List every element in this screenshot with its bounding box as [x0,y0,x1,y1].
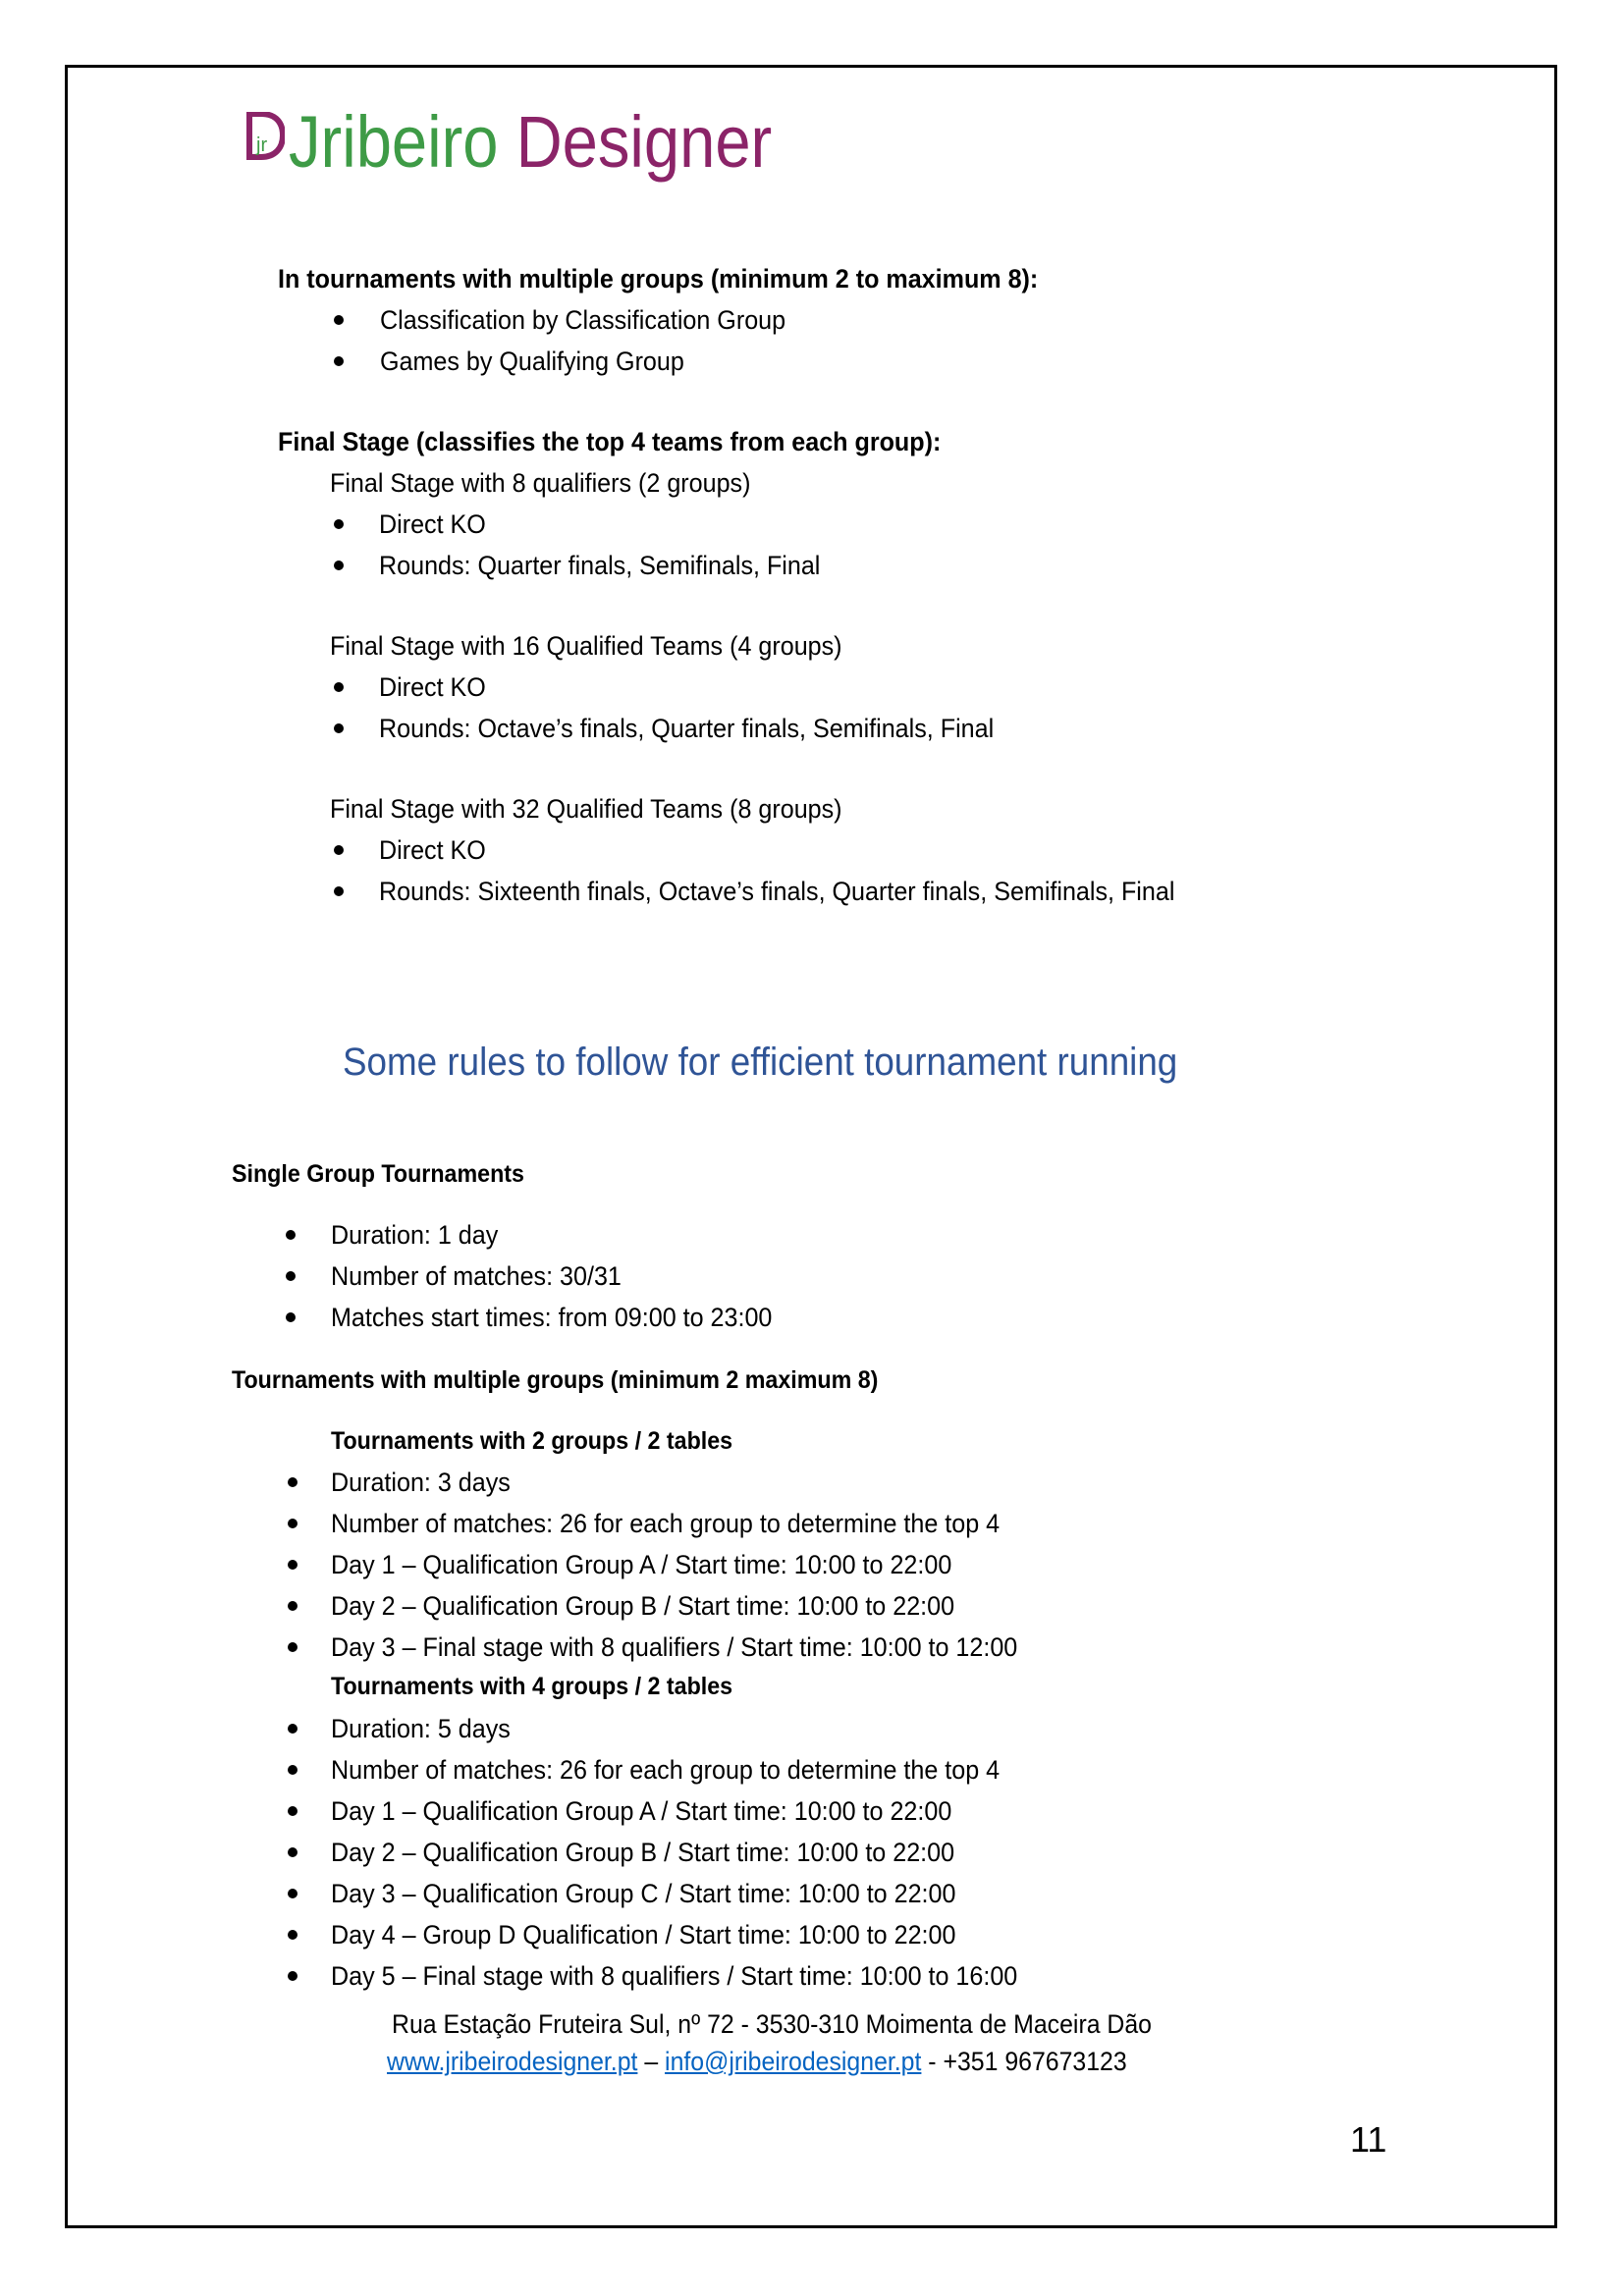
list-item: Direct KO [379,672,486,702]
list-item: Day 3 – Final stage with 8 qualifiers / Start time: 10:00 to 12:00 [331,1632,1018,1662]
bullet-icon [334,315,344,325]
list-item: Day 2 – Qualification Group B / Start time: 10:00 to 22:00 [331,1838,955,1867]
list-item: Matches start times: from 09:00 to 23:00 [331,1303,773,1332]
list-item: Rounds: Quarter finals, Semifinals, Final [379,551,821,580]
page-number: 11 [1350,2119,1387,2160]
footer-contacts [387,2046,1127,2077]
website-link[interactable]: www.jribeirodesigner.pt [387,2047,638,2076]
footer-phone: - +351 967673123 [921,2047,1127,2076]
bullet-icon [286,1271,296,1281]
list-item: Day 4 – Group D Qualification / Start time: 10:00 to 22:00 [331,1920,956,1949]
logo-mark-icon [245,112,285,161]
multi-group-heading: Tournaments with multiple groups (minimum 2 maximum 8) [232,1366,879,1394]
section-heading-multiple-groups: In tournaments with multiple groups (minimum 2 to maximum 8): [278,264,1039,294]
bullet-icon [334,723,344,733]
list-item: Day 1 – Qualification Group A / Start time: 10:00 to 22:00 [331,1550,952,1579]
list-item: Direct KO [379,835,486,865]
final-stage-8-title: Final Stage with 8 qualifiers (2 groups) [330,468,751,498]
footer-address: Rua Estação Fruteira Sul, nº 72 - 3530-310 Moimenta de Maceira Dão [392,2009,1153,2039]
bullet-icon [288,1847,298,1857]
rules-title: Some rules to follow for efficient tournament running [343,1041,1178,1084]
list-item: Duration: 5 days [331,1714,511,1743]
bullet-icon [288,1519,298,1528]
bullet-icon [334,519,344,529]
list-item: Day 1 – Qualification Group A / Start time: 10:00 to 22:00 [331,1796,952,1826]
bullet-icon [288,1601,298,1611]
footer-separator: – [637,2047,666,2076]
list-item: Number of matches: 26 for each group to determine the top 4 [331,1755,1001,1785]
svg-text:jr: jr [256,134,268,156]
list-item: Rounds: Sixteenth finals, Octave’s finals, Quarter finals, Semifinals, Final [379,877,1175,906]
list-item: Number of matches: 26 for each group to determine the top 4 [331,1509,1001,1538]
list-item: Day 3 – Qualification Group C / Start time: 10:00 to 22:00 [331,1879,956,1908]
list-item: Number of matches: 30/31 [331,1261,622,1291]
bullet-icon [288,1642,298,1652]
brand-second: Designer [515,101,773,183]
list-item: Classification by Classification Group [380,305,786,335]
bullet-icon [334,356,344,366]
email-link[interactable]: info@jribeirodesigner.pt [665,2047,922,2076]
bullet-icon [286,1230,296,1240]
list-item: Day 2 – Qualification Group B / Start time: 10:00 to 22:00 [331,1591,955,1621]
four-groups-heading: Tournaments with 4 groups / 2 tables [331,1673,733,1700]
bullet-icon [288,1930,298,1940]
final-stage-heading: Final Stage (classifies the top 4 teams from each group): [278,427,942,456]
list-item: Direct KO [379,509,486,539]
two-groups-heading: Tournaments with 2 groups / 2 tables [331,1427,733,1455]
final-stage-32-title: Final Stage with 32 Qualified Teams (8 groups) [330,794,842,824]
brand-name [289,98,772,187]
list-item: Games by Qualifying Group [380,347,684,376]
list-item: Day 5 – Final stage with 8 qualifiers / Start time: 10:00 to 16:00 [331,1961,1018,1991]
bullet-icon [288,1806,298,1816]
bullet-icon [286,1312,296,1322]
bullet-icon [334,682,344,692]
bullet-icon [288,1724,298,1734]
bullet-icon [288,1765,298,1775]
bullet-icon [334,845,344,855]
brand-first: Jribeiro [289,101,499,183]
bullet-icon [334,561,344,570]
bullet-icon [288,1971,298,1981]
bullet-icon [288,1889,298,1898]
list-item: Duration: 3 days [331,1468,511,1497]
list-item: Rounds: Octave’s finals, Quarter finals, Semifinals, Final [379,714,995,743]
bullet-icon [288,1477,298,1487]
bullet-icon [334,886,344,896]
list-item: Duration: 1 day [331,1220,499,1250]
single-group-heading: Single Group Tournaments [232,1160,524,1188]
final-stage-16-title: Final Stage with 16 Qualified Teams (4 groups) [330,631,842,661]
bullet-icon [288,1560,298,1570]
